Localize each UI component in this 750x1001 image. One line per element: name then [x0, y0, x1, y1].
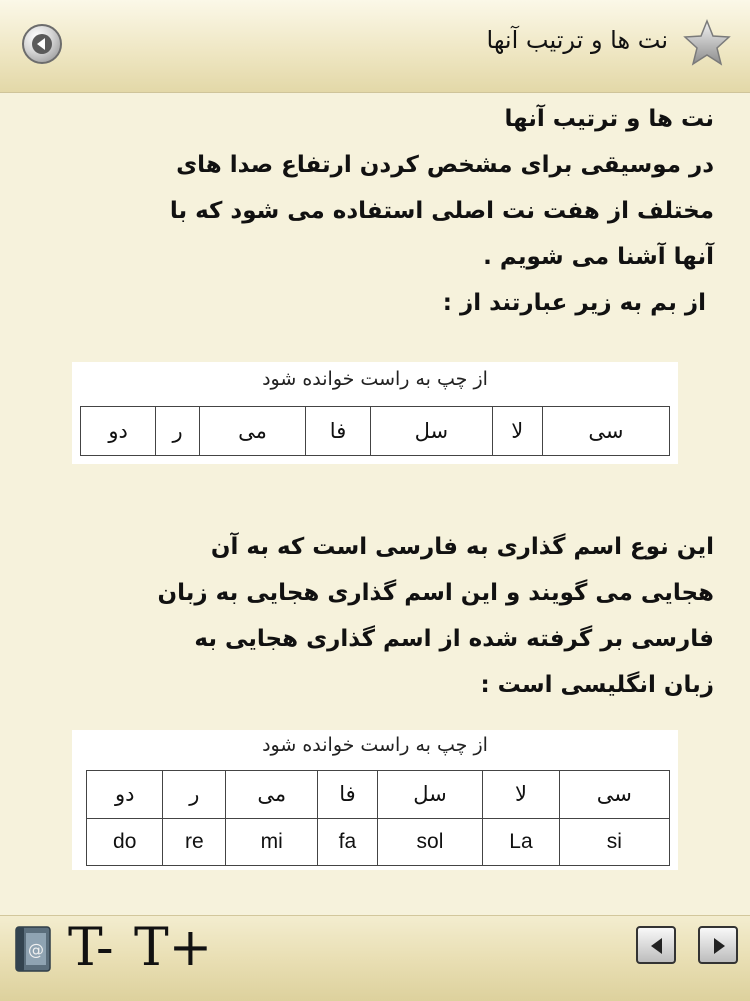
note-cell: ر: [163, 771, 226, 819]
intro-line: در موسیقی برای مشخص کردن ارتفاع صدا های: [176, 152, 714, 178]
font-decrease-button[interactable]: [68, 918, 114, 978]
note-cell-latin: si: [559, 818, 669, 866]
note-cell: دو: [87, 771, 163, 819]
top-bar: [0, 0, 750, 93]
note-cell: می: [226, 771, 318, 819]
note-cell: لا: [492, 407, 542, 456]
book-icon: [10, 924, 56, 974]
paragraph-line: زبان انگلیسی است :: [480, 672, 714, 698]
font-increase-label: T+: [134, 918, 213, 978]
note-cell: سی: [542, 407, 669, 456]
note-cell-latin: re: [163, 818, 226, 866]
table-caption: از چپ به راست خوانده شود: [262, 734, 488, 756]
note-cell: فا: [306, 407, 371, 456]
prev-page-button[interactable]: [636, 926, 676, 964]
note-cell-latin: do: [87, 818, 163, 866]
intro-line: مختلف از هفت نت اصلی استفاده می شود که با: [169, 198, 714, 224]
intro-line: آنها آشنا می شویم .: [483, 244, 714, 270]
notes-table-persian: [72, 362, 678, 464]
note-cell: سل: [377, 771, 483, 819]
note-cell: می: [200, 407, 306, 456]
prev-page-icon: [647, 936, 667, 956]
paragraph-line: فارسی بر گرفته شده از اسم گذاری هجایی به: [194, 626, 714, 652]
book-button[interactable]: [10, 924, 56, 974]
next-page-icon: [709, 936, 729, 956]
article-body-2: [114, 524, 714, 708]
note-cell-latin: mi: [226, 818, 318, 866]
note-cell-latin: La: [483, 818, 559, 866]
back-button[interactable]: [22, 24, 62, 64]
intro-line: از بم به زیر عبارتند از :: [442, 290, 714, 316]
note-cell-latin: fa: [318, 818, 377, 866]
page-title: نت ها و ترتیب آنها: [486, 26, 668, 54]
back-arrow-icon: [31, 33, 53, 55]
article-heading: نت ها و ترتیب آنها: [504, 106, 714, 132]
note-cell: ر: [156, 407, 200, 456]
note-cell-latin: sol: [377, 818, 483, 866]
note-cell: فا: [318, 771, 377, 819]
table-caption: از چپ به راست خوانده شود: [262, 368, 488, 390]
notes-table-english: [72, 730, 678, 870]
font-increase-button[interactable]: [134, 918, 212, 978]
note-cell: دو: [81, 407, 156, 456]
next-page-button[interactable]: [698, 926, 738, 964]
star-icon: [682, 18, 732, 68]
note-cell: سی: [559, 771, 669, 819]
article-body: [114, 96, 714, 326]
note-cell: لا: [483, 771, 559, 819]
font-decrease-label: T-: [68, 918, 114, 978]
note-cell: سل: [370, 407, 492, 456]
paragraph-line: این نوع اسم گذاری به فارسی است که به آن: [210, 534, 714, 560]
svg-text:@: @: [28, 940, 44, 959]
favorite-button[interactable]: [682, 18, 732, 68]
paragraph-line: هجایی می گویند و این اسم گذاری هجایی به زبان: [157, 580, 714, 606]
